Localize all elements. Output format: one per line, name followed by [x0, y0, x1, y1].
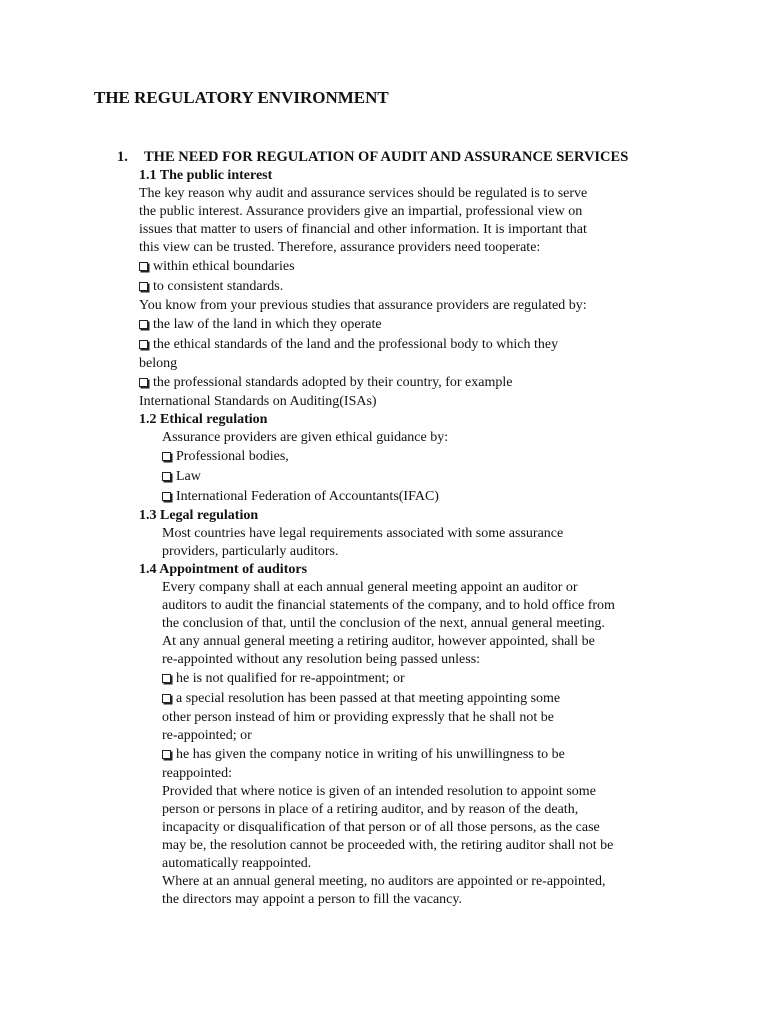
document-body — [139, 167, 679, 909]
paragraph-line: re-appointed without any resolution being passed unless: — [162, 652, 481, 667]
subsection-heading-public-interest: 1.1 The public interest — [139, 168, 273, 183]
checkbox-bullet-icon — [162, 750, 171, 759]
checkbox-bullet-icon — [139, 340, 148, 349]
paragraph-line: providers, particularly auditors. — [162, 544, 339, 559]
paragraph-line: the directors may appoint a person to fill the vacancy. — [162, 892, 462, 907]
bullet-item: the professional standards adopted by their country, for example — [139, 373, 679, 393]
checkbox-bullet-icon — [162, 492, 171, 501]
paragraph-line: Where at an annual general meeting, no auditors are appointed or re-appointed, — [162, 874, 606, 889]
bullet-item: International Federation of Accountants(IFAC) — [139, 487, 679, 507]
paragraph-line: this view can be trusted. Therefore, assurance providers need tooperate: — [139, 240, 541, 255]
bullet-continuation: re-appointed; or — [162, 728, 252, 743]
bullet-item: he is not qualified for re-appointment; or — [139, 669, 679, 689]
bullet-item: Law — [139, 467, 679, 487]
paragraph-line: person or persons in place of a retiring auditor, and by reason of the death, — [162, 802, 579, 817]
paragraph-line: may be, the resolution cannot be proceeded with, the retiring auditor shall not be — [162, 838, 614, 853]
bullet-continuation: International Standards on Auditing(ISAs) — [139, 394, 377, 409]
paragraph-line: At any annual general meeting a retiring auditor, however appointed, shall be — [162, 634, 595, 649]
bullet-continuation: reappointed: — [162, 766, 232, 781]
paragraph-line: You know from your previous studies that assurance providers are regulated by: — [139, 298, 587, 313]
bullet-item: the law of the land in which they operate — [139, 315, 679, 335]
bullet-item: to consistent standards. — [139, 277, 679, 297]
bullet-item: the ethical standards of the land and the professional body to which they — [139, 335, 679, 355]
bullet-item: Professional bodies, — [139, 447, 679, 467]
paragraph-line: the conclusion of that, until the conclusion of the next, annual general meeting. — [162, 616, 605, 631]
checkbox-bullet-icon — [162, 452, 171, 461]
bullet-item: a special resolution has been passed at that meeting appointing some — [139, 689, 679, 709]
checkbox-bullet-icon — [139, 282, 148, 291]
paragraph-line: automatically reappointed. — [162, 856, 312, 871]
bullet-continuation: belong — [139, 356, 178, 371]
checkbox-bullet-icon — [139, 378, 148, 387]
subsection-heading-legal-regulation: 1.3 Legal regulation — [139, 508, 259, 523]
section-heading — [117, 149, 628, 166]
checkbox-bullet-icon — [162, 694, 171, 703]
paragraph-line: Most countries have legal requirements associated with some assurance — [162, 526, 564, 541]
subsection-heading-ethical-regulation: 1.2 Ethical regulation — [139, 412, 268, 427]
subsection-heading-appointment: 1.4 Appointment of auditors — [139, 562, 308, 577]
paragraph-line: auditors to audit the financial statements of the company, and to hold office from — [162, 598, 615, 613]
paragraph-line: Provided that where notice is given of an intended resolution to appoint some — [162, 784, 596, 799]
paragraph-line: the public interest. Assurance providers give an impartial, professional view on — [139, 204, 583, 219]
paragraph-line: issues that matter to users of financial and other information. It is important that — [139, 222, 587, 237]
section-number: 1. — [117, 149, 128, 165]
bullet-continuation: other person instead of him or providing expressly that he shall not be — [162, 710, 554, 725]
document-title: THE REGULATORY ENVIRONMENT — [94, 88, 389, 107]
checkbox-bullet-icon — [162, 472, 171, 481]
paragraph-line: Every company shall at each annual general meeting appoint an auditor or — [162, 580, 578, 595]
checkbox-bullet-icon — [162, 674, 171, 683]
paragraph-line: incapacity or disqualification of that person or of all those persons, as the case — [162, 820, 600, 835]
bullet-item: within ethical boundaries — [139, 257, 679, 277]
section-title: THE NEED FOR REGULATION OF AUDIT AND ASSURANCE SERVICES — [144, 149, 629, 165]
checkbox-bullet-icon — [139, 320, 148, 329]
checkbox-bullet-icon — [139, 262, 148, 271]
paragraph-line: The key reason why audit and assurance services should be regulated is to serve — [139, 186, 588, 201]
paragraph-line: Assurance providers are given ethical guidance by: — [162, 430, 449, 445]
bullet-item: he has given the company notice in writing of his unwillingness to be — [139, 745, 679, 765]
